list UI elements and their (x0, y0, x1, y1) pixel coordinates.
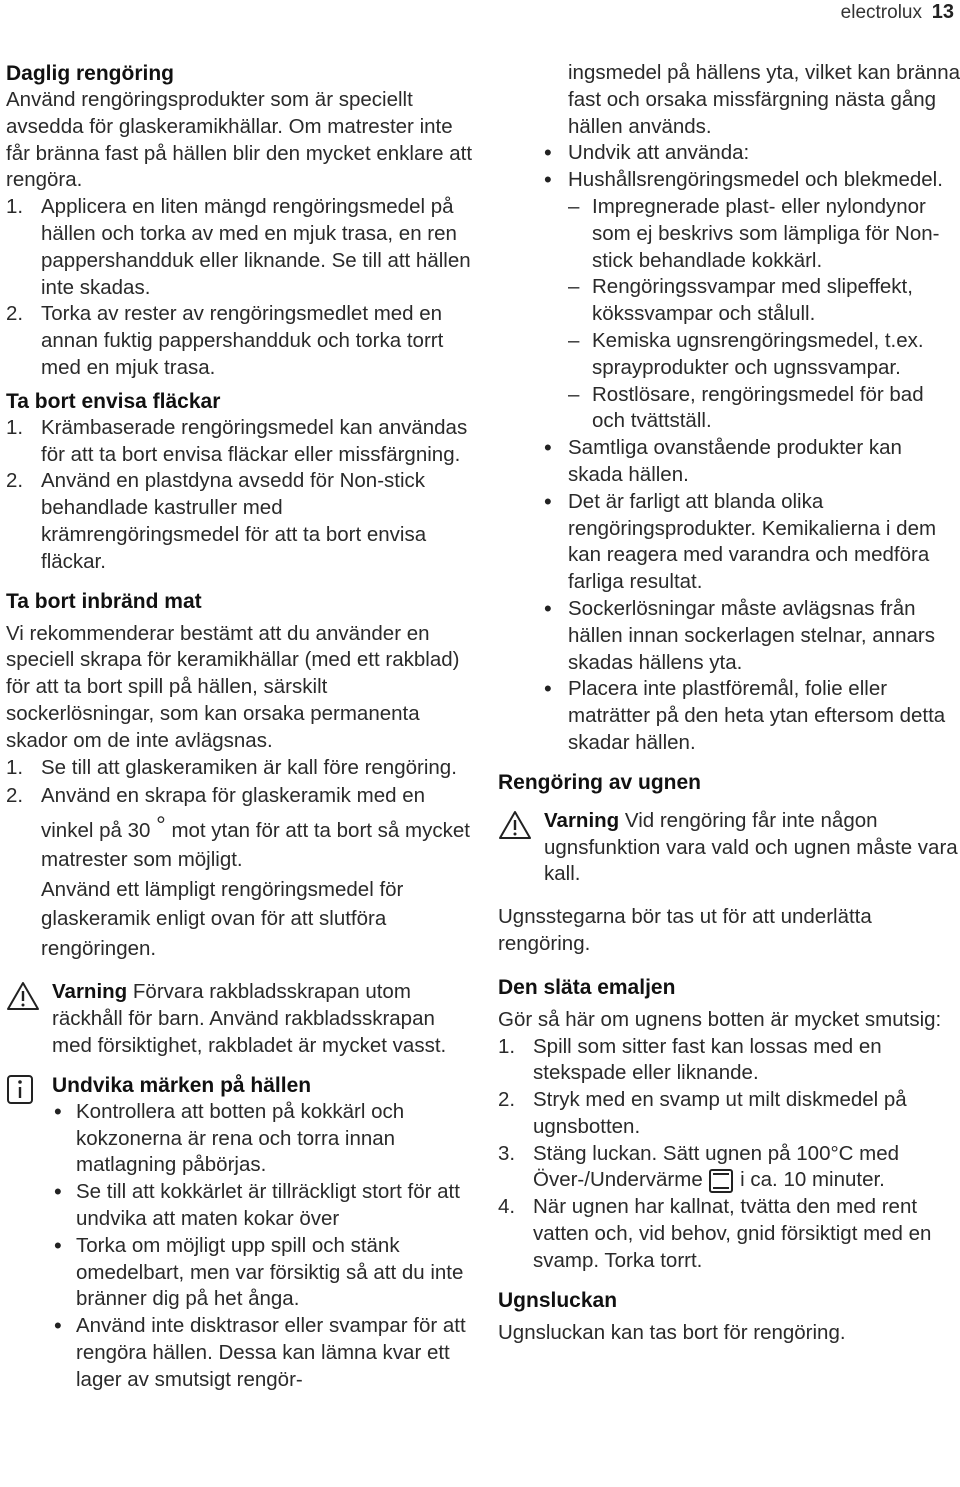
warning-icon (6, 981, 40, 1011)
warning-label: Varning (544, 808, 620, 832)
step-text: Se till att glaskeramiken är kall före rengöring. (41, 755, 457, 779)
list-item: • Sockerlösningar måste avlägsnas från hällen innan sockerlagen stelnar, annars skadas hällens yta. (498, 596, 960, 676)
list-item (6, 415, 476, 469)
daily-cleaning-heading: Daglig rengöring (6, 62, 174, 85)
daily-cleaning-steps (6, 194, 476, 382)
step-number: 2. (6, 469, 24, 493)
oven-warning-block (544, 808, 960, 888)
right-column (498, 60, 960, 1346)
racks-text: Ugnsstegarna bör tas ut för att underlätta rengöring. (498, 905, 872, 955)
warning-text: Förvara rakbladsskrapan utom räckhåll för barn. Använd rakbladsskrapan med försiktighet, rakbladet är mycket vasst. (52, 980, 447, 1057)
avoid-use-list (498, 140, 960, 194)
step-number: 1. (498, 1034, 516, 1058)
continued-text: ingsmedel på hällens yta, vilket kan bränna fast och orsaka missfärgning nästa gång hällen används. (568, 61, 960, 138)
step-text: Stryk med en svamp ut milt diskmedel på ugnsbotten. (533, 1088, 907, 1138)
step-text: mot ytan för att ta bort så mycket matrester som möjligt. (41, 818, 470, 872)
list-item (498, 194, 960, 274)
stains-steps (6, 415, 476, 576)
warning-icon (498, 810, 532, 840)
brand-name: electrolux (840, 2, 922, 23)
item-text: Rengöringssvampar med slipeffekt, kökssvampar och stålull. (592, 275, 913, 326)
list-item: • Det är farligt att blanda olika rengöringsprodukter. Kemikalierna i dem kan reagera med varandra och medföra farliga resultat. (498, 489, 960, 596)
step-text: Använd ett lämpligt rengöringsmedel för glaskeramik enligt ovan för att slutföra rengöringen. (41, 877, 404, 960)
list-item: • Hushållsrengöringsmedel och blekmedel. (498, 167, 960, 194)
avoid-marks-heading: Undvika märken på hällen (52, 1073, 312, 1097)
list-item (6, 194, 476, 301)
list-item (498, 1141, 960, 1195)
hob-warnings-list (498, 435, 960, 757)
step-text: Spill som sitter fast kan lossas med en stekspade eller liknande. (533, 1034, 882, 1085)
burnt-food-heading: Ta bort inbränd mat (6, 589, 202, 613)
info-icon (6, 1074, 40, 1104)
list-item (498, 274, 960, 328)
door-text: Ugnsluckan kan tas bort för rengöring. (498, 1320, 846, 1344)
door-heading: Ugnsluckan (498, 1288, 618, 1312)
step-number: 1. (6, 755, 24, 779)
list-item: • Undvik att använda: (498, 140, 960, 167)
enamel-heading: Den släta emaljen (498, 975, 676, 999)
dash-marker: – (568, 328, 580, 352)
step-text: Stäng luckan. Sätt ugnen på 100°C med Över-/Undervärme (533, 1141, 900, 1192)
degree-symbol: ° (156, 811, 166, 839)
step-text: Använd en plastdyna avsedd för Non-stick behandlade kastruller med krämrengöringsmedel för att ta bort envisa fläckar. (41, 469, 427, 573)
step-number: 3. (498, 1141, 516, 1165)
burnt-food-intro: Vi rekommenderar bestämt att du använder en speciell skrapa för keramikhällar (med ett rakblad) för att ta bort spill på hällen, särskilt sockerlösningar, som kan orsaka permanenta skador om de inte avlägsnas. (6, 621, 460, 752)
step-number: 2. (498, 1088, 516, 1112)
oven-warning-note (498, 808, 960, 888)
list-item (6, 755, 476, 782)
page-number: 13 (931, 1, 954, 23)
step-text: Krämbaserade rengöringsmedel kan användas för att ta bort envisa fläckar eller missfärgning. (41, 415, 468, 466)
step-text: När ugnen har kallnat, tvätta den med rent vatten och, vid behov, gnid försiktigt med en svamp. Torka torrt. (533, 1195, 932, 1272)
dash-marker: – (568, 275, 580, 299)
list-item: • Placera inte plastföremål, folie eller maträtter på den heta ytan eftersom detta skadar hällen. (498, 676, 960, 756)
warning-text: Vid rengöring får inte någon ugnsfunktion vara vald och ugnen måste vara kall. (544, 808, 958, 886)
warning-note (6, 979, 476, 1059)
avoid-marks-list (6, 1099, 476, 1394)
list-item: • Samtliga ovanstående produkter kan skada hällen. (498, 435, 960, 489)
top-bottom-heat-icon (708, 1168, 734, 1194)
left-column (6, 60, 476, 1393)
burnt-food-steps (6, 755, 476, 964)
list-item: • Se till att kokkärlet är tillräckligt stort för att undvika att maten kokar över (52, 1179, 476, 1233)
step-text: Applicera en liten mängd rengöringsmedel på hällen och torka av med en mjuk trasa, en ren pappershandduk eller liknande. Se till att hällen inte skadas. (41, 195, 471, 299)
info-note (6, 1072, 476, 1099)
list-item: • Kontrollera att botten på kokkärl och kokzonerna är rena och torra innan matlagning påbörjas. (52, 1099, 476, 1179)
enamel-intro: Gör så här om ugnens botten är mycket smutsig: (498, 1007, 942, 1031)
stains-heading: Ta bort envisa fläckar (6, 389, 221, 413)
list-item (498, 1087, 960, 1141)
list-item (6, 301, 476, 381)
warning-text-block (52, 979, 476, 1059)
unsuitable-products-list (498, 194, 960, 435)
page-header (0, 0, 960, 30)
list-item (6, 468, 476, 575)
enamel-steps (498, 1034, 960, 1275)
list-item: • Använd inte disktrasor eller svampar för att rengöra hällen. Dessa kan lämna kvar ett lager av smutsigt rengör- (52, 1313, 476, 1393)
step-number: 1. (6, 415, 24, 439)
step-number: 2. (6, 784, 24, 808)
list-item (498, 1194, 960, 1274)
step-number: 2. (6, 302, 24, 326)
list-item (6, 781, 476, 963)
warning-label: Varning (52, 980, 128, 1004)
step-text: Torka av rester av rengöringsmedlet med en annan fuktig pappershandduk och torka torrt med en mjuk trasa. (41, 302, 444, 379)
list-item (498, 328, 960, 382)
step-text: i ca. 10 minuter. (740, 1168, 885, 1192)
dash-marker: – (568, 194, 580, 218)
step-text: Använd en skrapa för glaskeramik med en vinkel på 30 (41, 784, 426, 842)
daily-cleaning-intro: Använd rengöringsprodukter som är speciellt avsedda för glaskeramikhällar. Om matrester inte får bränna fast på hällen blir den mycket enklare att rengöra. (6, 88, 473, 192)
item-text: Kemiska ugnsrengöringsmedel, t.ex. sprayprodukter och ugnssvampar. (592, 328, 924, 379)
list-item: • Torka om möjligt upp spill och stänk omedelbart, men var försiktig så att du inte bränner dig på het ånga. (52, 1233, 476, 1313)
dash-marker: – (568, 382, 580, 406)
step-number: 4. (498, 1195, 516, 1219)
list-item (498, 1034, 960, 1088)
step-number: 1. (6, 195, 24, 219)
list-item (498, 382, 960, 436)
item-text: Rostlösare, rengöringsmedel för bad och tvättställ. (592, 382, 924, 433)
item-text: Impregnerade plast- eller nylondynor som ej beskrivs som lämpliga för Non-stick behandlade kokkärl. (592, 194, 940, 272)
oven-cleaning-heading: Rengöring av ugnen (498, 770, 702, 794)
